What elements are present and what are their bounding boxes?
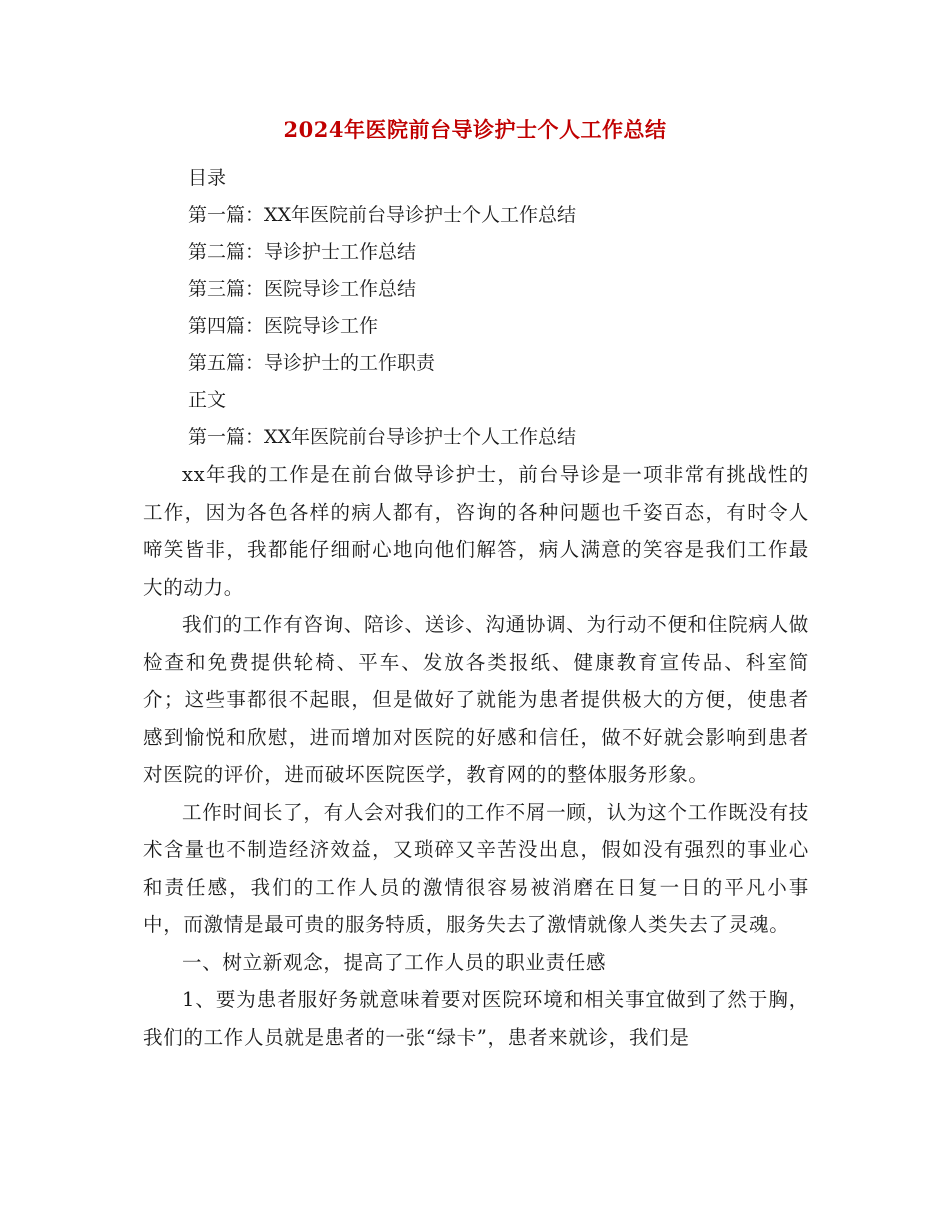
- subheading: 一、树立新观念，提高了工作人员的职业责任感: [182, 950, 607, 974]
- toc-heading: 目录: [188, 167, 227, 189]
- paragraph: 1、要为患者服好务就意味着要对医院环境和相关事宜做到了然于胸，我们的工作人员就是患者的一张“绿卡”，患者来就诊，我们是: [143, 988, 809, 1049]
- body-heading: 正文: [188, 389, 227, 411]
- paragraph: 我们的工作有咨询、陪诊、送诊、沟通协调、为行动不便和住院病人做检查和免费提供轮椅、平车、发放各类报纸、健康教育宣传品、科室简介；这些事都很不起眼，但是做好了就能为患者提供极大的方便，使患者感到愉悦和欣慰，进而增加对医院的好感和信任，做不好就会影响到患者对医院的评价，进而破坏医院医学，教育网的的整体服务形象。: [143, 613, 809, 786]
- paragraph: 工作时间长了，有人会对我们的工作不屑一顾，认为这个工作既没有技术含量也不制造经济效益，又琐碎又辛苦没出息，假如没有强烈的事业心和责任感，我们的工作人员的激情很容易被消磨在日复一日的平凡小事中，而激情是最可贵的服务特质，服务失去了激情就像人类失去了灵魂。: [143, 800, 809, 936]
- toc-item-4: 第四篇：医院导诊工作: [188, 315, 379, 337]
- toc-item-1: 第一篇：XX年医院前台导诊护士个人工作总结: [188, 204, 577, 226]
- document-title: 2024年医院前台导诊护士个人工作总结: [283, 117, 667, 142]
- table-of-contents: [188, 160, 576, 456]
- toc-item-5: 第五篇：导诊护士的工作职责: [188, 352, 436, 374]
- toc-item-3: 第三篇：医院导诊工作总结: [188, 278, 417, 300]
- document-body: [143, 456, 809, 1056]
- section-title: 第一篇：XX年医院前台导诊护士个人工作总结: [188, 426, 577, 448]
- paragraph: xx年我的工作是在前台做导诊护士，前台导诊是一项非常有挑战性的工作，因为各色各样的病人都有，咨询的各种问题也千姿百态，有时令人啼笑皆非，我都能仔细耐心地向他们解答，病人满意的笑容是我们工作最大的动力。: [143, 463, 809, 599]
- toc-item-2: 第二篇：导诊护士工作总结: [188, 241, 417, 263]
